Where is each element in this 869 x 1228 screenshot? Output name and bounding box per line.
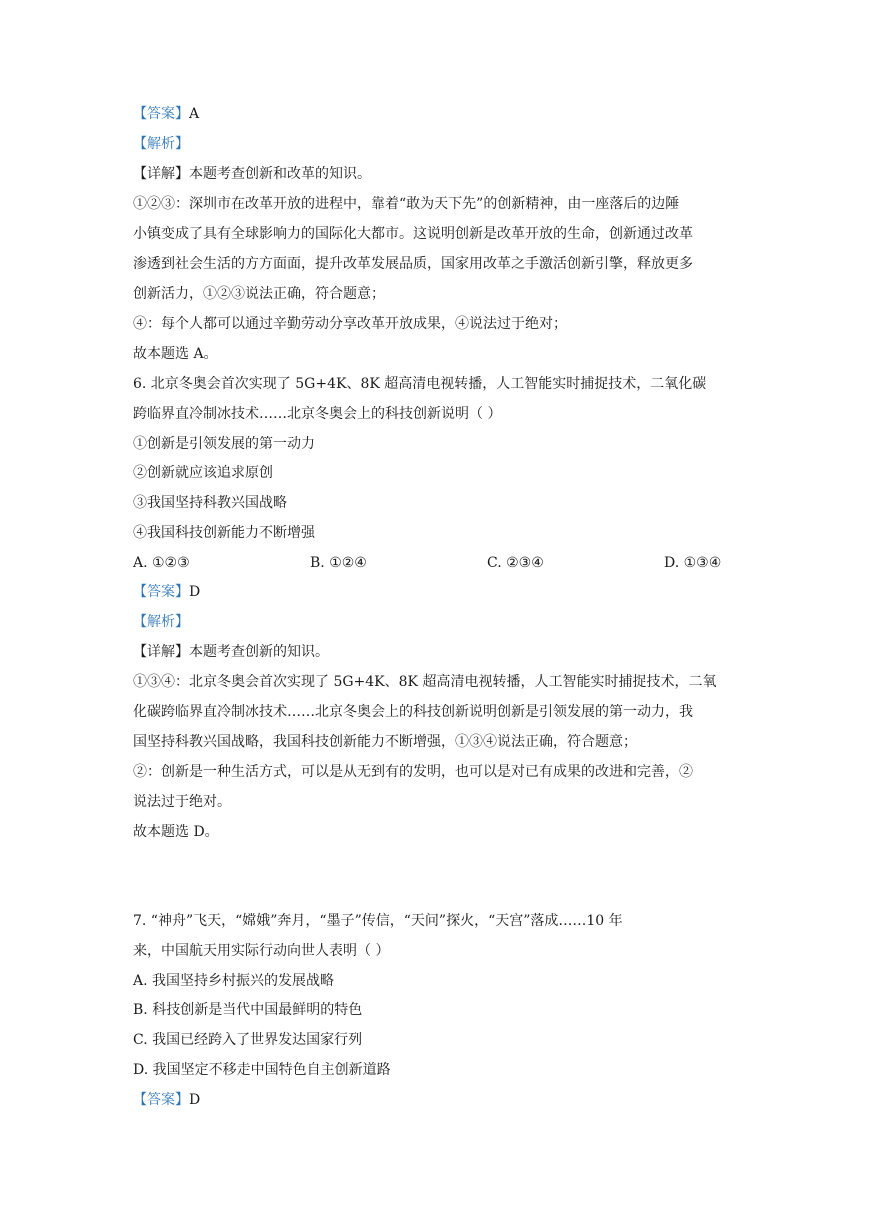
q7-option-d[interactable]: D. 我国坚定不移走中国特色自主创新道路: [133, 1062, 391, 1078]
q6-answer-line: [133, 582, 200, 602]
explanation-line: 创新活力，①②③说法正确，符合题意；: [133, 286, 385, 302]
q6-option-c[interactable]: C. ②③④: [487, 555, 544, 571]
analysis-tag: 【解析】: [133, 614, 189, 630]
q5-answer-line: [133, 104, 199, 124]
q6-statement: ④我国科技创新能力不断增强: [133, 525, 315, 541]
explanation-line: ①②③：深圳市在改革开放的进程中，靠着“敢为天下先”的创新精神，由一座落后的边陲: [133, 196, 680, 212]
answer-tag: 【答案】: [133, 106, 189, 122]
q6-statement: ①创新是引领发展的第一动力: [133, 436, 315, 452]
q6-option-d[interactable]: D. ①③④: [664, 555, 722, 571]
detail-heading: 【详解】本题考查创新的知识。: [133, 644, 329, 660]
q7-option-c[interactable]: C. 我国已经跨入了世界发达国家行列: [133, 1032, 363, 1048]
answer-tag: 【答案】: [133, 584, 189, 600]
answer-tag: 【答案】: [133, 1092, 189, 1108]
explanation-line: 说法过于绝对。: [133, 794, 231, 810]
q6-option-a[interactable]: A. ①②③: [133, 555, 190, 571]
explanation-line: ①③④：北京冬奥会首次实现了 5G+4K、8K 超高清电视转播，人工智能实时捕捉技术，二氧: [133, 674, 717, 690]
answer-value: D: [189, 1092, 201, 1108]
q7-option-a[interactable]: A. 我国坚持乡村振兴的发展战略: [133, 973, 335, 989]
answer-value: A: [189, 106, 200, 122]
q7-option-b[interactable]: B. 科技创新是当代中国最鲜明的特色: [133, 1002, 363, 1018]
conclusion-line: 故本题选 D。: [133, 824, 219, 840]
detail-heading: 【详解】本题考查创新和改革的知识。: [133, 166, 371, 182]
explanation-line: 渗透到社会生活的方方面面，提升改革发展品质，国家用改革之手激活创新引擎，释放更多: [133, 256, 693, 272]
q7-stem-line: 7. “神舟”飞天，“嫦娥”奔月，“墨子”传信，“天问”探火，“天宫”落成……10 年: [133, 913, 623, 929]
explanation-line: ②：创新是一种生活方式，可以是从无到有的发明，也可以是对已有成果的改进和完善，②: [133, 764, 693, 780]
q6-option-b[interactable]: B. ①②④: [310, 555, 367, 571]
explanation-line: ④：每个人都可以通过辛勤劳动分享改革开放成果，④说法过于绝对；: [133, 316, 567, 332]
analysis-tag: 【解析】: [133, 136, 189, 152]
q6-stem-line: 6. 北京冬奥会首次实现了 5G+4K、8K 超高清电视转播，人工智能实时捕捉技术，二氧化碳: [133, 376, 707, 392]
explanation-line: 化碳跨临界直冷制冰技术……北京冬奥会上的科技创新说明创新是引领发展的第一动力，我: [133, 704, 693, 720]
explanation-line: 小镇变成了具有全球影响力的国际化大都市。这说明创新是改革开放的生命，创新通过改革: [133, 226, 693, 242]
answer-value: D: [189, 584, 201, 600]
q6-statement: ②创新就应该追求原创: [133, 465, 273, 481]
q7-answer-line: [133, 1090, 200, 1110]
q7-stem-line: 来，中国航天用实际行动向世人表明（ ）: [133, 943, 390, 959]
conclusion-line: 故本题选 A。: [133, 346, 218, 362]
q6-stem-line: 跨临界直冷制冰技术……北京冬奥会上的科技创新说明（ ）: [133, 406, 502, 422]
q6-statement: ③我国坚持科教兴国战略: [133, 495, 287, 511]
explanation-line: 国坚持科教兴国战略，我国科技创新能力不断增强，①③④说法正确，符合题意；: [133, 734, 637, 750]
